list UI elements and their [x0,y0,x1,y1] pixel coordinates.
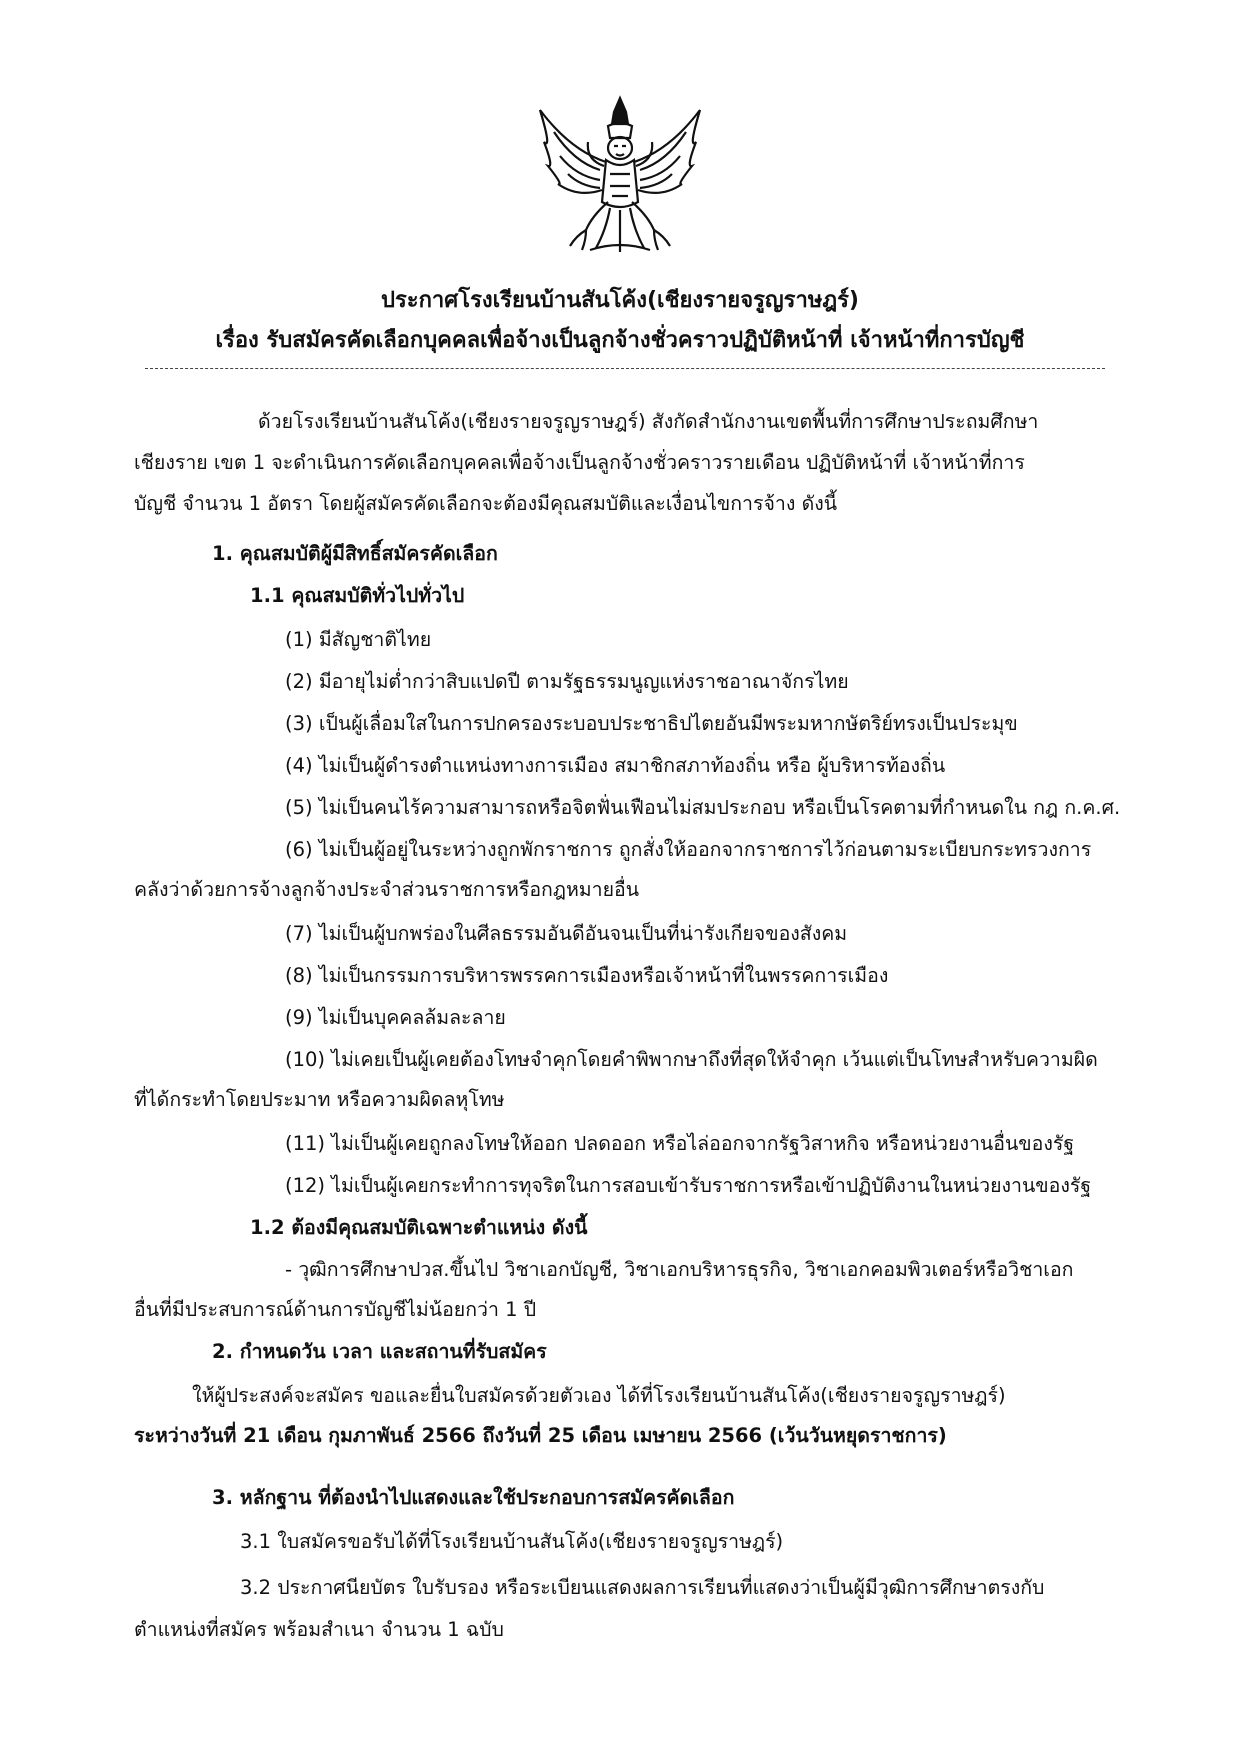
qualification-item: (3) เป็นผู้เลื่อมใสในการปกครองระบอบประชาธิปไตยอันมีพระมหากษัตริย์ทรงเป็นประมุข [285,712,1018,735]
qualification-item: (7) ไม่เป็นผู้บกพร่องในศีลธรรมอันดีอันจนเป็นที่น่ารังเกียจของสังคม [285,922,848,945]
qualification-item: (2) มีอายุไม่ต่ำกว่าสิบแปดปี ตามรัฐธรรมนูญแห่งราชอาณาจักรไทย [285,670,849,693]
qualification-item: (10) ไม่เคยเป็นผู้เคยต้องโทษจำคุกโดยคำพิพากษาถึงที่สุดให้จำคุก เว้นแต่เป็นโทษสำหรับความผิด [285,1048,1098,1071]
qualification-item: (12) ไม่เป็นผู้เคยกระทำการทุจริตในการสอบเข้ารับราชการหรือเข้าปฏิบัติงานในหน่วยงานของรัฐ [285,1174,1092,1197]
evidence-item: 3.1 ใบสมัครขอรับได้ที่โรงเรียนบ้านสันโค้ง(เชียงรายจรูญราษฎร์) [240,1530,784,1553]
subsection-1-1-heading: 1.1 คุณสมบัติทั่วไปทั่วไป [250,584,465,607]
intro-line: ด้วยโรงเรียนบ้านสันโค้ง(เชียงรายจรูญราษฎร์) สังกัดสำนักงานเขตพื้นที่การศึกษาประถมศึกษา [258,410,1039,433]
qualification-item: (6) ไม่เป็นผู้อยู่ในระหว่างถูกพักราชการ ถูกสั่งให้ออกจากราชการไว้ก่อนตามระเบียบกระทรวงการ [285,838,1092,861]
section-3-heading: 3. หลักฐาน ที่ต้องนำไปแสดงและใช้ประกอบการสมัครคัดเลือก [212,1486,735,1509]
specific-qualification-line: - วุฒิการศึกษาปวส.ขึ้นไป วิชาเอกบัญชี, วิชาเอกบริหารธุรกิจ, วิชาเอกคอมพิวเตอร์หรือวิชาเอก [285,1258,1074,1281]
application-place-line: ให้ผู้ประสงค์จะสมัคร ขอและยื่นใบสมัครด้วยตัวเอง ได้ที่โรงเรียนบ้านสันโค้ง(เชียงรายจรูญราษฎร์) [192,1384,1006,1407]
qualification-item: ที่ได้กระทำโดยประมาท หรือความผิดลหุโทษ [134,1088,505,1111]
specific-qualification-line: อื่นที่มีประสบการณ์ด้านการบัญชีไม่น้อยกว่า 1 ปี [134,1298,537,1321]
intro-line: บัญชี จำนวน 1 อัตรา โดยผู้สมัครคัดเลือกจะต้องมีคุณสมบัติและเงื่อนไขการจ้าง ดังนี้ [134,492,838,515]
subsection-1-2-heading: 1.2 ต้องมีคุณสมบัติเฉพาะตำแหน่ง ดังนี้ [250,1216,588,1239]
qualification-item: คลังว่าด้วยการจ้างลูกจ้างประจำส่วนราชการหรือกฎหมายอื่น [134,878,640,901]
qualification-item: (11) ไม่เป็นผู้เคยถูกลงโทษให้ออก ปลดออก หรือไล่ออกจากรัฐวิสาหกิจ หรือหน่วยงานอื่นของรัฐ [285,1132,1075,1155]
qualification-item: (9) ไม่เป็นบุคคลล้มละลาย [285,1006,506,1029]
dashed-divider [145,368,1105,369]
section-1-heading: 1. คุณสมบัติผู้มีสิทธิ์สมัครคัดเลือก [212,542,498,565]
garuda-emblem-icon [530,90,710,260]
intro-line: เชียงราย เขต 1 จะดำเนินการคัดเลือกบุคคลเพื่อจ้างเป็นลูกจ้างชั่วคราวรายเดือน ปฏิบัติหน้าที่ เจ้าหน้าที่การ [134,451,1025,474]
announcement-title: ประกาศโรงเรียนบ้านสันโค้ง(เชียงรายจรูญราษฎร์) [381,288,859,313]
application-period-line: ระหว่างวันที่ 21 เดือน กุมภาพันธ์ 2566 ถึงวันที่ 25 เดือน เมษายน 2566 (เว้นวันหยุดราชการ) [134,1424,947,1447]
qualification-item: (8) ไม่เป็นกรรมการบริหารพรรคการเมืองหรือเจ้าหน้าที่ในพรรคการเมือง [285,964,889,987]
qualification-item: (5) ไม่เป็นคนไร้ความสามารถหรือจิตฟั่นเฟือนไม่สมประกอบ หรือเป็นโรคตามที่กำหนดใน กฎ ก.ค.ศ. [285,796,1121,819]
evidence-item: ตำแหน่งที่สมัคร พร้อมสำเนา จำนวน 1 ฉบับ [134,1618,504,1641]
announcement-subject: เรื่อง รับสมัครคัดเลือกบุคคลเพื่อจ้างเป็นลูกจ้างชั่วคราวปฏิบัติหน้าที่ เจ้าหน้าที่การบัญชี [215,328,1025,353]
qualification-item: (1) มีสัญชาติไทย [285,628,432,651]
qualification-item: (4) ไม่เป็นผู้ดำรงตำแหน่งทางการเมือง สมาชิกสภาท้องถิ่น หรือ ผู้บริหารท้องถิ่น [285,754,946,777]
evidence-item: 3.2 ประกาศนียบัตร ใบรับรอง หรือระเบียนแสดงผลการเรียนที่แสดงว่าเป็นผู้มีวุฒิการศึกษาตรงกับ [240,1576,1045,1599]
section-2-heading: 2. กำหนดวัน เวลา และสถานที่รับสมัคร [212,1340,547,1363]
